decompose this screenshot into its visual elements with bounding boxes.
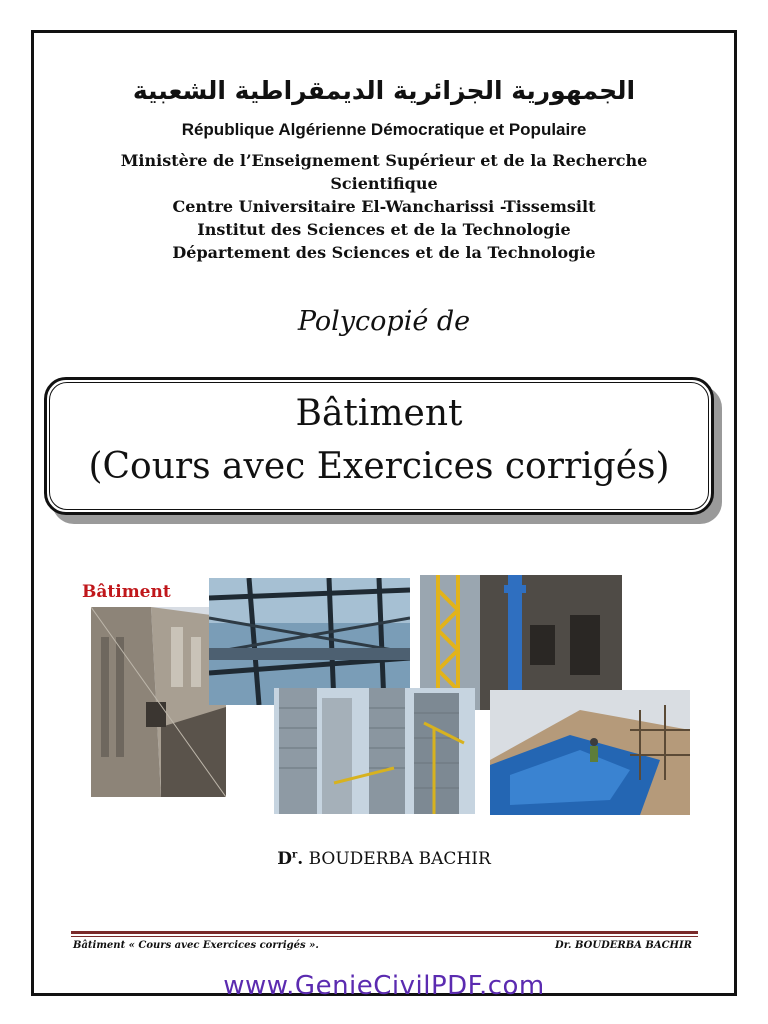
skyscrapers-photo [274,688,475,814]
roof-workers-photo [490,690,690,815]
footer-author: Dr. BOUDERBA BACHIR [555,940,692,951]
university-name: Centre Universitaire El-Wancharissi -Tissemsilt [172,197,596,216]
document-title: Bâtiment [295,393,463,434]
website-watermark: www.GenieCivilPDF.com [223,971,545,1001]
building-facade-photo [91,607,226,797]
author-name: BOUDERBA BACHIR [303,849,491,869]
arabic-republic-title: الجمهورية الجزائرية الديمقراطية الشعبية [132,76,636,105]
author-title: D [277,849,292,869]
photo-collage-label: Bâtiment [82,582,171,602]
footer-rule-thin [71,936,698,937]
document-type-label: Polycopié de [297,306,471,337]
footer-rule [71,931,698,934]
author-line [0,849,768,869]
author-title-dot: . [297,849,304,869]
department-name: Département des Sciences et de la Technologie [172,243,596,262]
ministry-line: Ministère de l’Enseignement Supérieur et de la Recherche [120,151,648,170]
author-title-superscript: r [291,849,298,861]
footer-course-title: Bâtiment « Cours avec Exercices corrigés ». [73,940,319,951]
republic-title: République Algérienne Démocratique et Populaire [181,120,587,139]
document-subtitle: (Cours avec Exercices corrigés) [88,446,670,487]
institute-name: Institut des Sciences et de la Technologie [197,220,571,239]
steel-structure-photo [209,578,410,705]
ministry-line-continued: Scientifique [330,174,438,193]
